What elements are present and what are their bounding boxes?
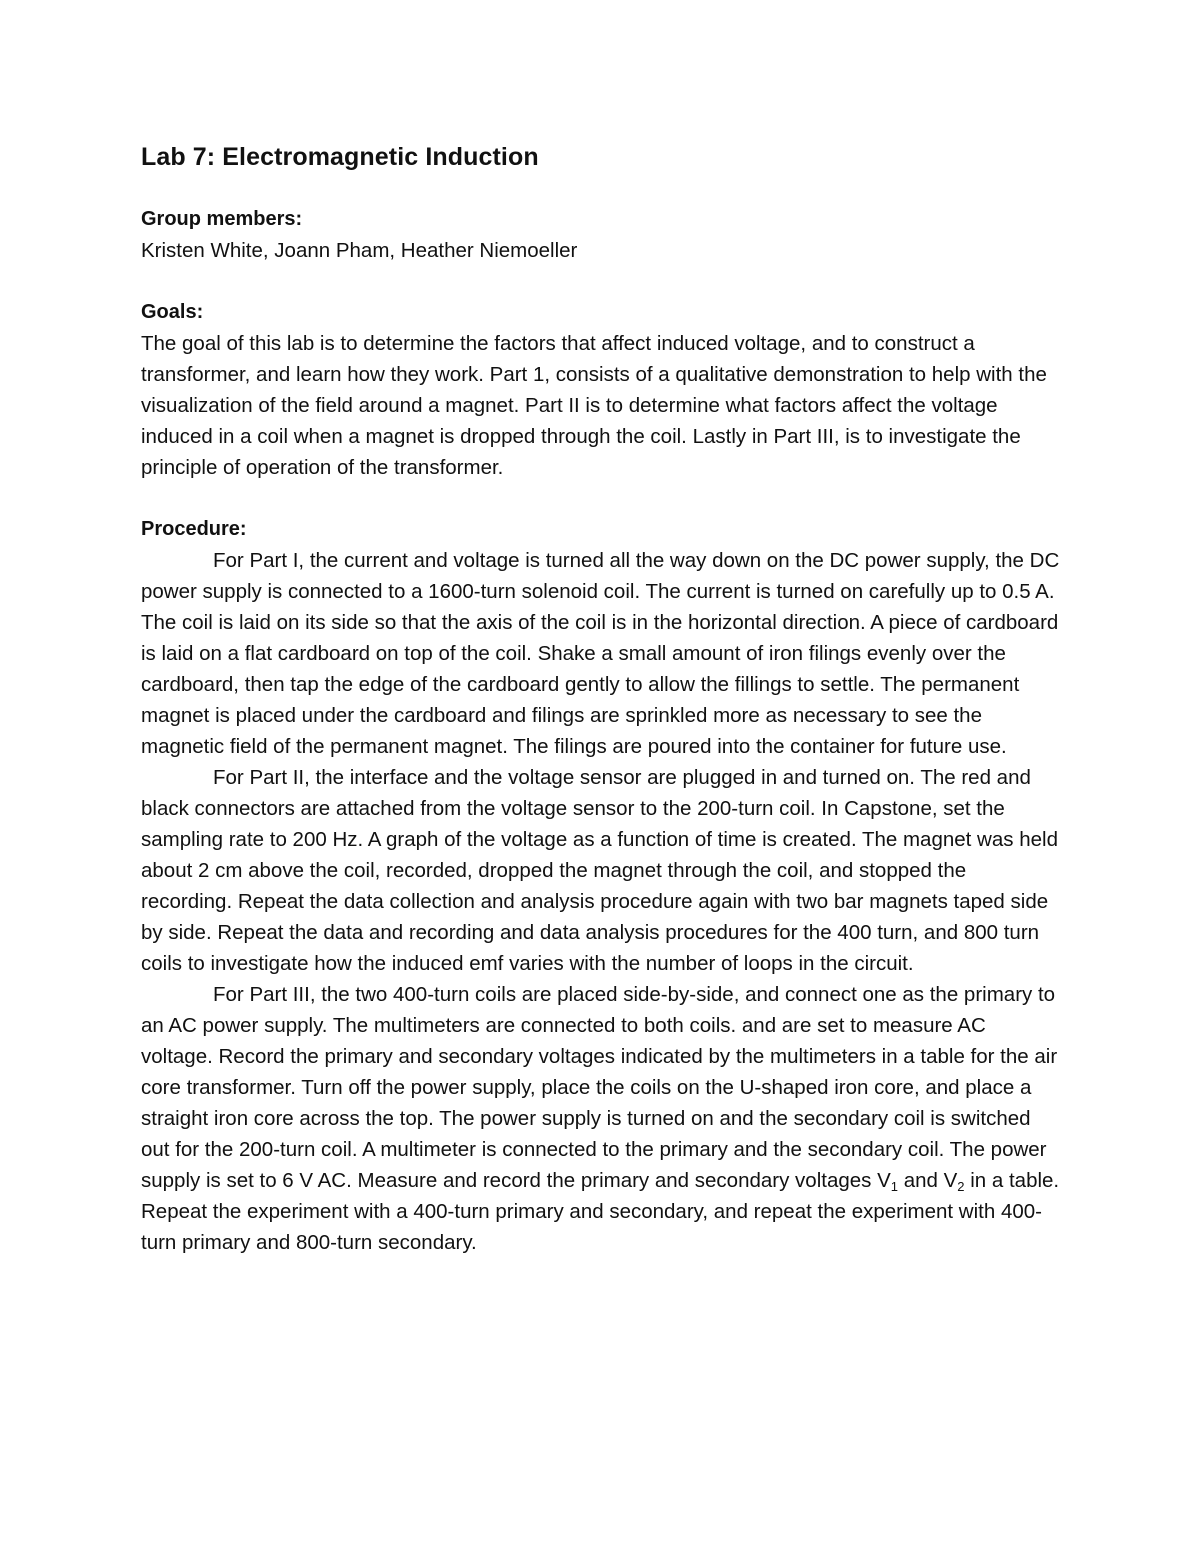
group-members-text: Kristen White, Joann Pham, Heather Niemoeller	[141, 239, 578, 262]
goals-heading: Goals:	[141, 301, 204, 323]
procedure-part3-text-b: and V	[898, 1169, 958, 1192]
procedure-part3-text-a: For Part III, the two 400-turn coils are placed side-by-side, and connect one as the primary to an AC power supply. The multimeters are connected to both coils. and are set to measure AC voltage. Record the primary and secondary voltages indicated by the multimeters in a table for the air core transformer. Turn off the power supply, place the coils on the U-shaped iron core, and place a straight iron core across the top. The power supply is turned on and the secondary coil is switched out for the 200-turn coil. A multimeter is connected to the primary and the secondary coil. The power supply is set to 6 V AC. Measure and record the primary and secondary voltages V	[141, 983, 1058, 1192]
group-members-heading: Group members:	[141, 208, 303, 230]
spacer	[141, 176, 1061, 204]
document-page	[141, 138, 1061, 1258]
procedure-part2-paragraph: For Part II, the interface and the voltage sensor are plugged in and turned on. The red and black connectors are attached from the voltage sensor to the 200-turn coil. In Capstone, set the sampling rate to 200 Hz. A graph of the voltage as a function of time is created. The magnet was held about 2 cm above the coil, recorded, dropped the magnet through the coil, and stopped the recording. Repeat the data collection and analysis procedure again with two bar magnets taped side by side. Repeat the data and recording and data analysis procedures for the 400 turn, and 800 turn coils to investigate how the induced emf varies with the number of loops in the circuit.	[141, 766, 1058, 975]
subscript-2: 2	[957, 1179, 965, 1194]
procedure-part3-paragraph	[141, 979, 1061, 1258]
spacer	[141, 483, 1061, 514]
spacer	[141, 266, 1061, 297]
procedure-heading: Procedure:	[141, 518, 247, 540]
procedure-part1-paragraph: For Part I, the current and voltage is turned all the way down on the DC power supply, the DC power supply is connected to a 1600-turn solenoid coil. The current is turned on carefully up to 0.5 A. The coil is laid on its side so that the axis of the coil is in the horizontal direction. A piece of cardboard is laid on a flat cardboard on top of the coil. Shake a small amount of iron filings evenly over the cardboard, then tap the edge of the cardboard gently to allow the fillings to settle. The permanent magnet is placed under the cardboard and filings are sprinkled more as necessary to see the magnetic field of the permanent magnet. The filings are poured into the container for future use.	[141, 549, 1060, 758]
goals-paragraph: The goal of this lab is to determine the factors that affect induced voltage, and to construct a transformer, and learn how they work. Part 1, consists of a qualitative demonstration to help with the visualization of the field around a magnet. Part II is to determine what factors affect the voltage induced in a coil when a magnet is dropped through the coil. Lastly in Part III, is to investigate the principle of operation of the transformer.	[141, 332, 1047, 479]
subscript-1: 1	[890, 1179, 899, 1194]
procedure-part3-text-c: in a table. Repeat the experiment with a 400-turn primary and secondary, and repeat the experiment with 400-turn primary and 800-turn secondary.	[141, 1169, 1060, 1254]
document-title: Lab 7: Electromagnetic Induction	[141, 143, 539, 171]
